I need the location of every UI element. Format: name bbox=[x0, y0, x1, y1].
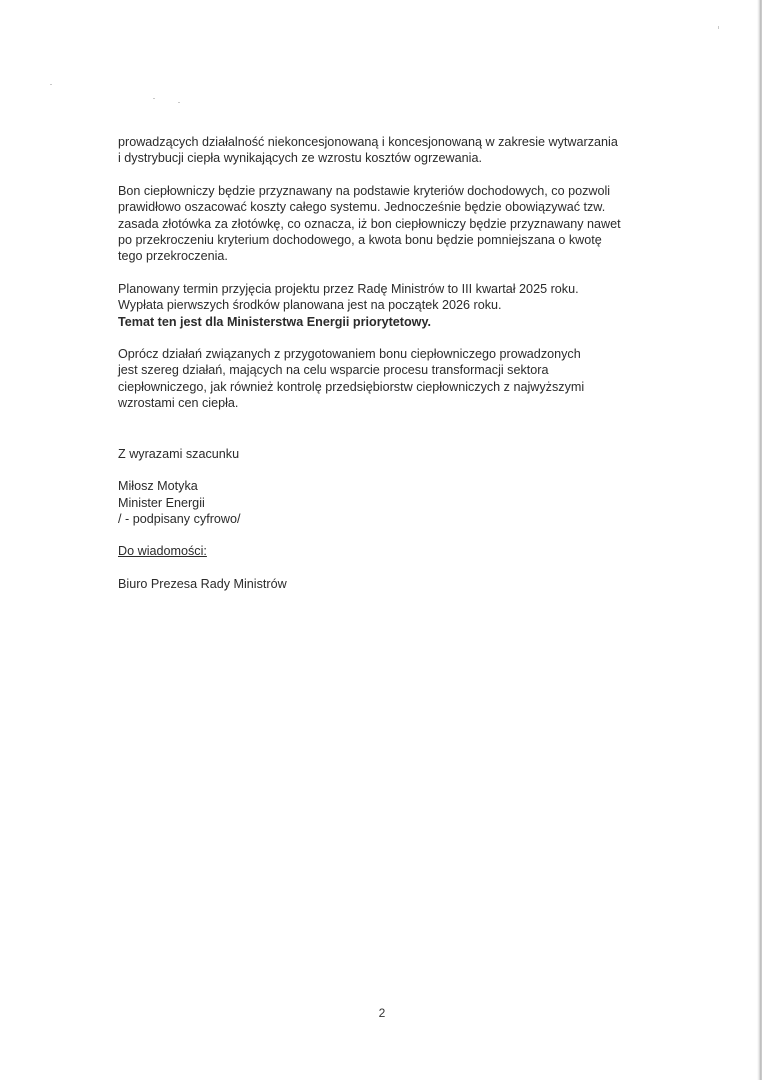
scan-speck bbox=[50, 84, 52, 85]
text-line: i dystrybucji ciepła wynikających ze wzrostu kosztów ogrzewania. bbox=[118, 151, 482, 166]
scan-speck bbox=[178, 102, 180, 103]
priority-statement: Temat ten jest dla Ministerstwa Energii priorytetowy. bbox=[118, 314, 432, 329]
text-line: Oprócz działań związanych z przygotowaniem bonu ciepłowniczego prowadzonych bbox=[118, 347, 581, 362]
paragraph-3 bbox=[118, 281, 630, 330]
text-line: ciepłowniczego, jak również kontrolę przedsiębiorstw ciepłowniczych z najwyższymi bbox=[118, 379, 585, 394]
text-line: tego przekroczenia. bbox=[118, 249, 228, 264]
signature-block bbox=[118, 478, 630, 527]
text-line: jest szereg działań, mających na celu wsparcie procesu transformacji sektora bbox=[118, 363, 549, 378]
signatory-title: Minister Energii bbox=[118, 495, 205, 510]
scan-edge-shadow bbox=[757, 0, 762, 1080]
text-line: Bon ciepłowniczy będzie przyznawany na podstawie kryteriów dochodowych, co pozwoli bbox=[118, 183, 611, 198]
cc-label: Do wiadomości: bbox=[118, 544, 207, 559]
scan-speck bbox=[153, 98, 155, 99]
paragraph-1 bbox=[118, 134, 630, 167]
closing-block bbox=[118, 446, 630, 592]
scan-speck bbox=[718, 26, 719, 29]
letter-body bbox=[118, 134, 630, 608]
digital-signature-note: / - podpisany cyfrowo/ bbox=[118, 511, 241, 526]
paragraph-4 bbox=[118, 346, 630, 412]
paragraph-2 bbox=[118, 183, 630, 265]
signatory-name: Miłosz Motyka bbox=[118, 479, 198, 494]
text-line: Planowany termin przyjęcia projektu przez Radę Ministrów to III kwartał 2025 roku. bbox=[118, 281, 579, 296]
text-line: zasada złotówka za złotówkę, co oznacza, iż bon ciepłowniczy będzie przyznawany nawet bbox=[118, 216, 621, 231]
text-line: prowadzących działalność niekoncesjonowaną i koncesjonowaną w zakresie wytwarzania bbox=[118, 135, 618, 149]
text-line: Wypłata pierwszych środków planowana jest na początek 2026 roku. bbox=[118, 298, 502, 313]
text-line: prawidłowo oszacować koszty całego systemu. Jednocześnie będzie obowiązywać tzw. bbox=[118, 200, 606, 215]
page-number: 2 bbox=[378, 1006, 386, 1020]
text-line: po przekroczeniu kryterium dochodowego, a kwota bonu będzie pomniejszana o kwotę bbox=[118, 233, 602, 248]
text-line: wzrostami cen ciepła. bbox=[118, 396, 239, 411]
closing-salutation: Z wyrazami szacunku bbox=[118, 446, 240, 461]
cc-recipient: Biuro Prezesa Rady Ministrów bbox=[118, 576, 287, 591]
